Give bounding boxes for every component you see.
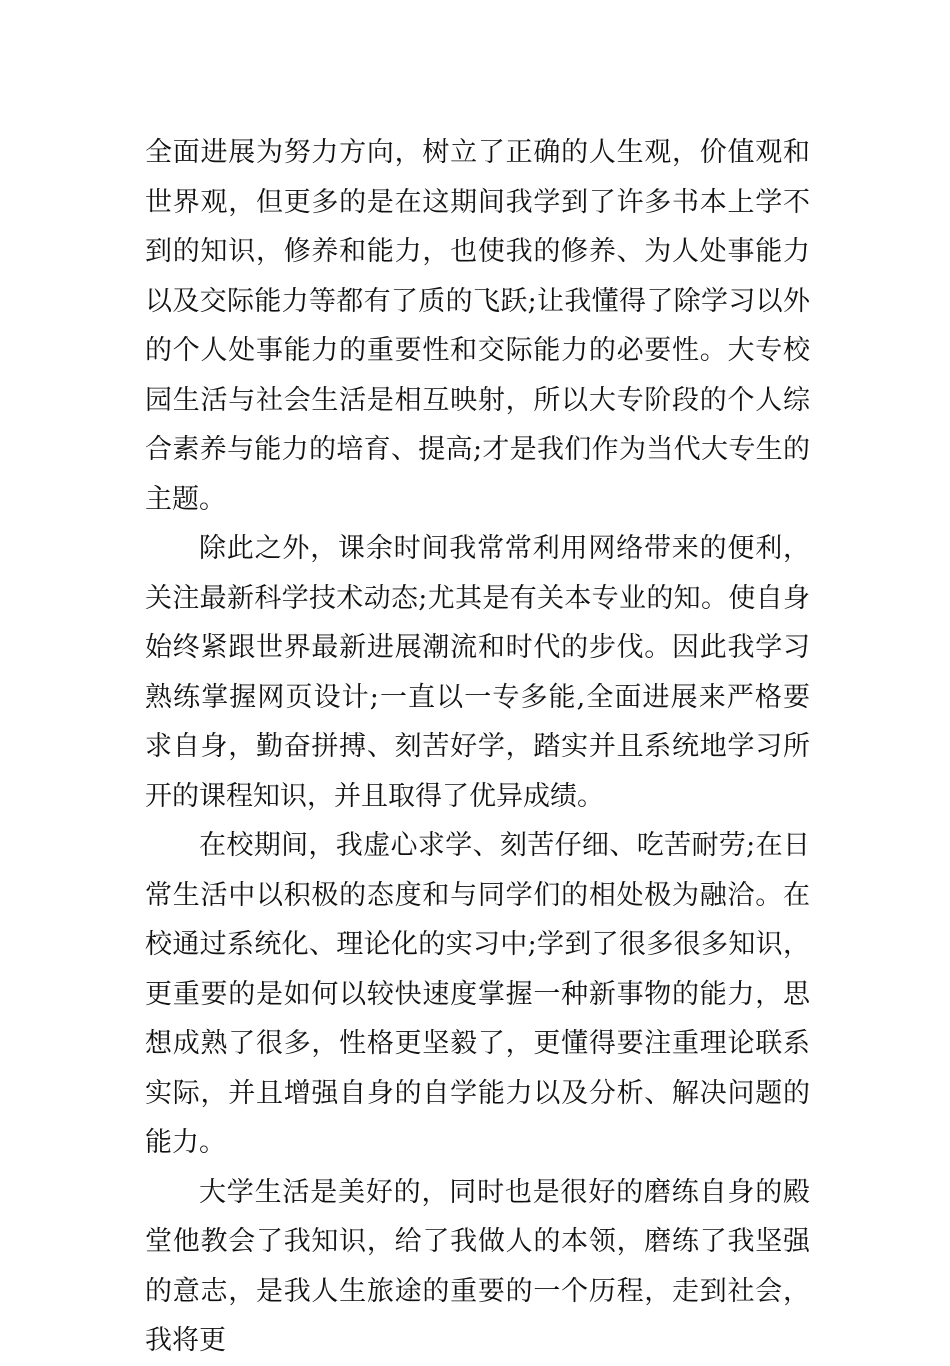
paragraph-2: 除此之外，课余时间我常常利用网络带来的便利，关注最新科学技术动态;尤其是有关本专业的知。使自身始终紧跟世界最新进展潮流和时代的步伐。因此我学习熟练掌握网页设计;一直以一专多能,全面进展来严格要求自身，勤奋拼搏、刻苦好学，踏实并且系统地学习所开的课程知识，并且取得了优异成绩。 [145, 533, 810, 812]
document-body [145, 128, 810, 1366]
paragraph-1: 全面进展为努力方向，树立了正确的人生观，价值观和世界观，但更多的是在这期间我学到了许多书本上学不到的知识，修养和能力，也使我的修养、为人处事能力以及交际能力等都有了质的飞跃;让我懂得了除学习以外的个人处事能力的重要性和交际能力的必要性。大专校园生活与社会生活是相互映射，所以大专阶段的个人综合素养与能力的培育、提高;才是我们作为当代大专生的主题。 [145, 137, 810, 515]
paragraph-4: 大学生活是美好的，同时也是很好的磨练自身的殿堂他教会了我知识，给了我做人的本领，磨练了我坚强的意志，是我人生旅途的重要的一个历程，走到社会，我将更 [145, 1176, 810, 1356]
paragraph-3: 在校期间，我虚心求学、刻苦仔细、吃苦耐劳;在日常生活中以积极的态度和与同学们的相处极为融洽。在校通过系统化、理论化的实习中;学到了很多很多知识，更重要的是如何以较快速度掌握一种新事物的能力，思想成熟了很多，性格更坚毅了，更懂得要注重理论联系实际，并且增强自身的自学能力以及分析、解决问题的能力。 [145, 830, 810, 1158]
